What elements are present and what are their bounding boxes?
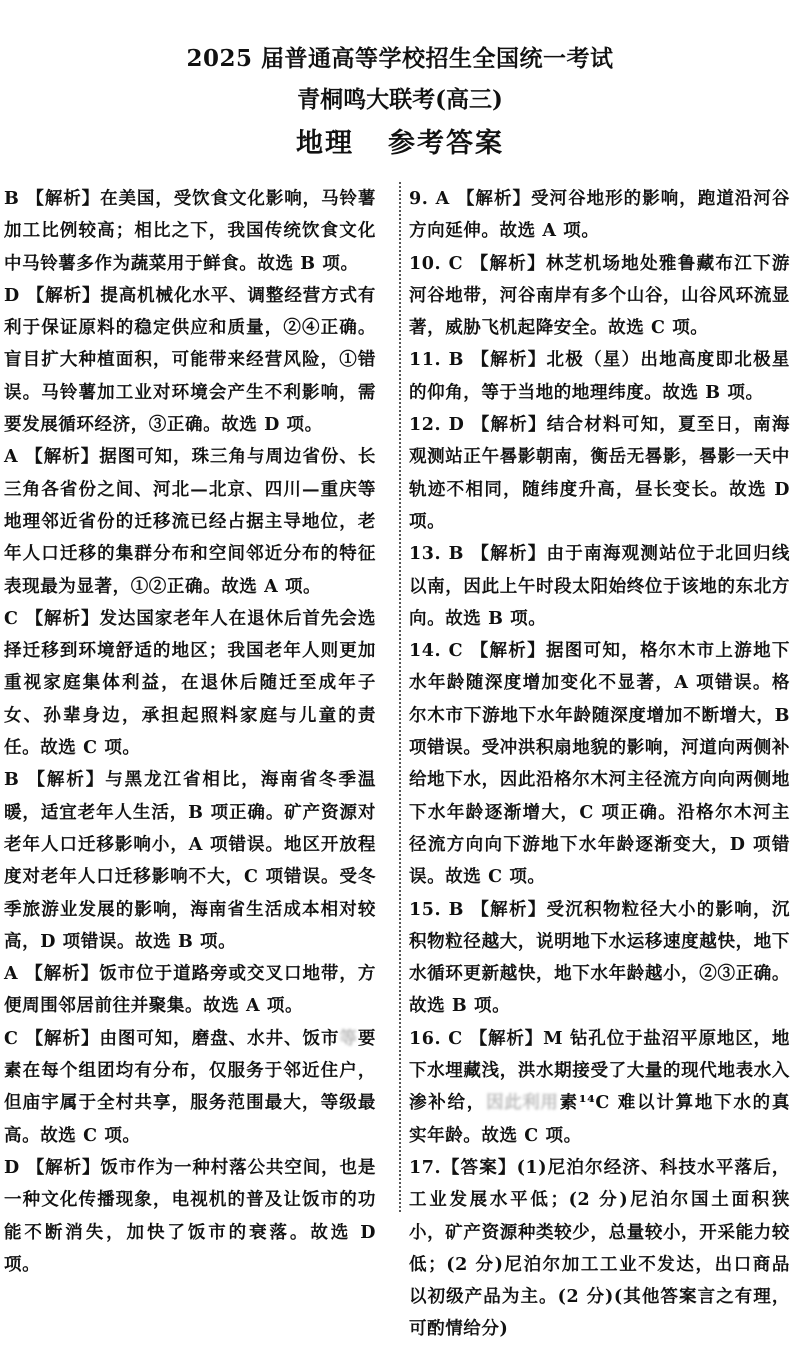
answer-text: M 钻孔位于盐沼平原地区，地下水埋藏浅，洪水期接受了大量的现代地表水入渗补给， (409, 1028, 791, 1114)
answer-text: 由图可知，磨盘、水井、饭市 (99, 1028, 340, 1049)
exam-subtitle: 青桐鸣大联考(高三) (297, 86, 503, 113)
answer-text: 受沉积物粒径大小的影响，沉积物粒径越大，说明地下水运移速度越快，地下水循环更新越快，地下水年龄越小，②③正确。故选 B 项。 (409, 899, 790, 1017)
answer-text-continued: 要素在每个组团均有分布，仅服务于邻近住户，但庙宇属于全村共享，服务范围最大，等级最高。故选 C 项。 (4, 1028, 376, 1146)
answer-tag: 【解析】 (25, 964, 100, 985)
answer-item (4, 1023, 376, 1152)
answer-tag: 【解析】 (26, 1157, 101, 1178)
answer-tag: 【解析】 (470, 253, 546, 274)
answer-text: 饭市作为一种村落公共空间，也是一种文化传播现象，电视机的普及让饭市的功能不断消失，加快了饭市的衰落。故选 D 项。 (4, 1157, 377, 1275)
obscured-text: 因此利用 (486, 1093, 559, 1114)
answer-tag: 【解析】 (26, 285, 101, 306)
answer-tag: 【解析】 (471, 544, 547, 565)
answer-tag: 【解析】 (25, 1028, 100, 1049)
answer-number: B (4, 189, 20, 209)
left-answer-column (4, 183, 376, 1281)
answer-number: 11. B (409, 350, 465, 371)
answer-number: 15. B (409, 899, 465, 920)
answer-text: 受河谷地形的影响，跑道沿河谷方向延伸。故选 A 项。 (409, 189, 790, 242)
answer-text: 北极（星）出地高度即北极星的仰角，等于当地的地理纬度。故选 B 项。 (409, 350, 790, 403)
answer-number: B (4, 770, 20, 791)
answer-text: 与黑龙江省相比，海南省冬季温暖，适宜老年人生活，B 项正确。矿产资源对老年人口迁移影响小，A 项错误。地区开放程度对老年人口迁移影响不大，C 项错误。受冬季旅游业发展的影响，海南省生活成本相对较高，D 项错误。故选 B 项。 (4, 770, 376, 952)
answer-item (409, 409, 790, 538)
answer-tag: 【解析】 (26, 189, 101, 209)
answer-item (4, 958, 376, 1023)
answer-tag: 【解析】 (27, 770, 106, 791)
answer-number: 9. A (409, 189, 450, 209)
answer-text: 林芝机场地处雅鲁藏布江下游河谷地带，河谷南岸有多个山谷，山谷风环流显著，威胁飞机起降安全。故选 C 项。 (409, 253, 790, 339)
answer-item (409, 538, 790, 635)
answer-tag: 【解析】 (25, 447, 100, 468)
answer-number: A (4, 447, 19, 468)
answer-number: D (4, 285, 20, 306)
answer-text: 据图可知，珠三角与周边省份、长三角各省份之间、河北—北京、四川—重庆等地理邻近省份的迁移流已经占据主导地位，老年人口迁移的集群分布和空间邻近分布的特征表现最为显著，①②正确。故选 A 项。 (4, 447, 376, 597)
answer-number: C (4, 1028, 19, 1049)
subject-heading (0, 121, 800, 160)
answer-item (4, 603, 376, 764)
answer-number: 10. C (409, 253, 464, 274)
answer-number: 13. B (409, 544, 465, 565)
answer-item (409, 894, 790, 1023)
answer-item (4, 280, 376, 441)
answer-tag: 【解析】 (25, 608, 100, 629)
answer-tag: 【解析】 (471, 899, 547, 920)
answer-tag: 【解析】 (470, 641, 546, 662)
right-answer-column (409, 183, 790, 1346)
answer-number: 16. C (409, 1028, 463, 1049)
answer-tag: 【解析】 (456, 189, 532, 209)
column-divider (399, 182, 401, 1212)
answer-text-continued: 素¹⁴C 难以计算地下水的真实年龄。故选 C 项。 (409, 1093, 791, 1146)
subject-name: 地理 (296, 128, 354, 159)
answer-tag: 【解析】 (471, 415, 547, 436)
answer-item (4, 764, 376, 958)
answer-text: (1)尼泊尔经济、科技水平落后，工业发展水平低；(2 分)尼泊尔国土面积狭小，矿产资源种类较少，总量较小，开采能力较低；(2 分)尼泊尔加工工业不发达，出口商品以初级产品为主。(2 分)(其他答案言之有理，可酌情给分) (409, 1157, 790, 1340)
answer-number: C (4, 608, 19, 629)
answer-item (409, 248, 790, 345)
answer-number: 17. (409, 1157, 442, 1178)
answer-item (409, 1152, 790, 1346)
answer-item (4, 183, 376, 280)
answer-number: 14. C (409, 641, 464, 662)
answer-item (409, 1023, 790, 1152)
answer-number: A (4, 964, 19, 985)
answer-tag: 【解析】 (471, 350, 547, 371)
answer-text: 结合材料可知，夏至日，南海观测站正午晷影朝南，衡岳无晷影，晷影一天中轨迹不相同，随纬度升高，昼长变长。故选 D 项。 (409, 415, 790, 532)
answer-tag: 【解析】 (469, 1028, 544, 1049)
answer-text: 饭市位于道路旁或交叉口地带，方便周围邻居前往并聚集。故选 A 项。 (4, 964, 376, 1017)
answer-text: 由于南海观测站位于北回归线以南，因此上午时段太阳始终位于该地的东北方向。故选 B 项。 (409, 544, 790, 629)
answer-number: D (4, 1157, 20, 1178)
answer-item (409, 183, 790, 248)
answer-item (4, 1152, 376, 1281)
answer-tag: 【答案】 (441, 1157, 517, 1178)
document-type: 参考答案 (388, 128, 504, 159)
answer-item (4, 441, 376, 602)
answer-item (409, 344, 790, 409)
answer-text: 提高机械化水平、调整经营方式有利于保证原料的稳定供应和质量，②④正确。盲目扩大种植面积，可能带来经营风险，①错误。马铃薯加工业对环境会产生不利影响，需要发展循环经济，③正确。故选 D 项。 (4, 285, 377, 436)
answer-number: 12. D (409, 415, 465, 436)
answer-text: 在美国，受饮食文化影响，马铃薯加工比例较高；相比之下，我国传统饮食文化中马铃薯多作为蔬菜用于鲜食。故选 B 项。 (4, 189, 377, 274)
obscured-text: 等 (339, 1028, 358, 1049)
exam-title: 2025 届普通高等学校招生全国统一考试 (186, 45, 614, 72)
answer-text: 发达国家老年人在退休后首先会选择迁移到环境舒适的地区；我国老年人则更加重视家庭集体利益，在退休后随迁至成年子女、孙辈身边，承担起照料家庭与儿童的责任。故选 C 项。 (4, 608, 376, 759)
answer-item (409, 635, 790, 893)
answer-text: 据图可知，格尔木市上游地下水年龄随深度增加变化不显著，A 项错误。格尔木市下游地下水年龄随深度增加不断增大，B 项错误。受冲洪积扇地貌的影响，河道向两侧补给地下水，因此沿格尔木河主径流方向向两侧地下水年龄逐渐增大，C 项正确。沿格尔木河主径流方向向下游地下水年龄逐渐变大，D 项错误。故选 C 项。 (409, 641, 790, 888)
